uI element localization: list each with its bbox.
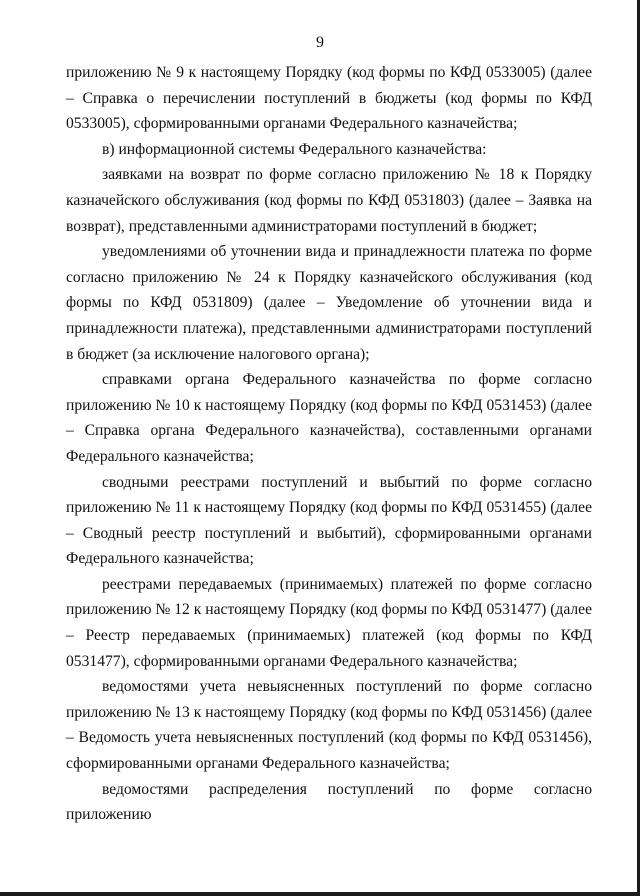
paragraph-unclarified-statements: ведомостями учета невыясненных поступлений по форме согласно приложению № 13 к настоящему Порядку (код формы по КФД 0531456) (далее – Ведомость учета невыясненных поступлений (код формы по КФД 0531456), сформированными органами Федерального казначейства;: [66, 678, 592, 773]
scan-edge-bottom: [0, 892, 640, 896]
paragraph-payment-registers: реестрами передаваемых (принимаемых) платежей по форме согласно приложению № 12 к настоящему Порядку (код формы по КФД 0531477) (далее – Реестр передаваемых (принимаемых) платежей (код формы по КФД 0531477), сформированными органами Федерального казначейства;: [66, 575, 592, 670]
paragraph-treasury-certificates: справками органа Федерального казначейства по форме согласно приложению № 10 к настоящему Порядку (код формы по КФД 0531453) (далее – Справка органа Федерального казначейства), составленными органами Федерального казначейства;: [66, 371, 592, 465]
page-number: 9: [316, 34, 324, 51]
document-body: [66, 60, 592, 828]
paragraph-payment-notices: уведомлениями об уточнении вида и принадлежности платежа по форме согласно приложению № 24 к Порядку казначейского обслуживания (код формы по КФД 0531809) (далее – Уведомление об уточнении вида и принадлежности платежа), представленными администраторами поступлений в бюджет (за исключение налогового органа);: [66, 243, 592, 363]
paragraph-continuation: приложению № 9 к настоящему Порядку (код формы по КФД 0533005) (далее – Справка о перечислении поступлений в бюджеты (код формы по КФД 0533005), сформированными органами Федерального казначейства;: [66, 64, 592, 133]
paragraph-consolidated-registers: сводными реестрами поступлений и выбытий по форме согласно приложению № 11 к настоящему Порядку (код формы по КФД 0531455) (далее – Сводный реестр поступлений и выбытий), сформированными органами Федерального казначейства;: [66, 473, 592, 568]
paragraph-subsection-v: в) информационной системы Федерального казначейства:: [102, 140, 487, 158]
paragraph-refund-requests: заявками на возврат по форме согласно приложению № 18 к Порядку казначейского обслуживания (код формы по КФД 0531803) (далее – Заявка на возврат), представленными администраторами поступлений в бюджет;: [66, 166, 592, 235]
paragraph-distribution-statements: ведомостями распределения поступлений по форме согласно приложению: [66, 780, 592, 824]
